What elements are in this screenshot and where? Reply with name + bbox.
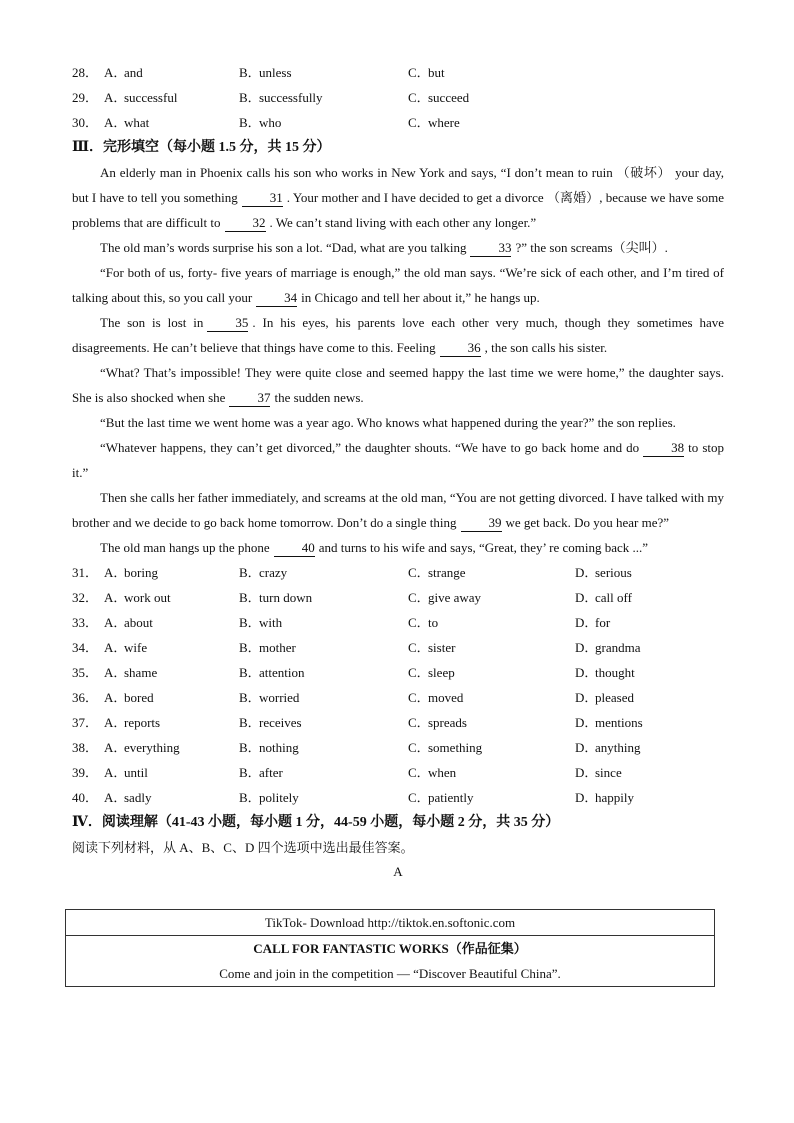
- text: The old man hangs up the phone: [100, 540, 270, 555]
- option-letter: B．: [239, 615, 261, 630]
- option-a: [72, 110, 149, 135]
- option-text: politely: [259, 790, 299, 805]
- option-text: happily: [595, 790, 634, 805]
- text: to stop it.”: [72, 440, 724, 480]
- option-text: worried: [259, 690, 300, 705]
- question-row: [72, 685, 724, 710]
- option-b: [239, 785, 299, 810]
- option-text: turn down: [259, 590, 313, 605]
- question-number: 28．: [72, 65, 99, 80]
- question-row: [72, 735, 724, 760]
- option-b: [239, 710, 302, 735]
- option-text: about: [124, 615, 153, 630]
- option-text: until: [124, 765, 148, 780]
- option-text: attention: [259, 665, 305, 680]
- option-c: [408, 710, 467, 735]
- question-number: 32．: [72, 590, 99, 605]
- option-c: [408, 110, 460, 135]
- question-row: [72, 60, 724, 85]
- option-text: something: [428, 740, 483, 755]
- option-text: mother: [259, 640, 296, 655]
- text: The old man’s words surprise his son a lot. “Dad, what are you talking: [100, 240, 467, 255]
- question-number: 37．: [72, 715, 99, 730]
- instruction: 阅读下列材料，从 A、B、C、D 四个选项中选出最佳答案。: [72, 840, 414, 855]
- option-text: serious: [595, 565, 632, 580]
- option-text: reports: [124, 715, 161, 730]
- option-d: [575, 710, 643, 735]
- question-row: [72, 635, 724, 660]
- question-number: 35．: [72, 665, 99, 680]
- blank-32: 32: [225, 215, 266, 232]
- option-text: when: [428, 765, 457, 780]
- paragraph-9: [72, 535, 724, 560]
- option-d: [575, 610, 610, 635]
- option-b: [239, 585, 312, 610]
- text: Then she calls her father immediately, and screams at the old man, “You are not getting divorced. I have talked with my brother and we decide to go back home tomorrow. Don’t do a single thing: [72, 490, 724, 530]
- section4-heading: Ⅳ．阅读理解（41-43 小题，每小题 1 分，44-59 小题，每小题 2 分，共 35 分）: [72, 815, 560, 830]
- option-a: [72, 635, 147, 660]
- text: , the son calls his sister.: [484, 340, 608, 355]
- option-a: [72, 685, 154, 710]
- option-c: [408, 735, 482, 760]
- option-c: [408, 60, 445, 85]
- option-a: [72, 785, 151, 810]
- option-text: receives: [259, 715, 302, 730]
- option-d: [575, 585, 632, 610]
- option-letter: D．: [575, 740, 598, 755]
- option-letter: B．: [239, 740, 261, 755]
- reading-box: [65, 909, 715, 987]
- text: The son is lost in: [100, 315, 204, 330]
- option-letter: C．: [408, 565, 430, 580]
- option-letter: A．: [104, 615, 127, 630]
- option-letter: C．: [408, 65, 430, 80]
- option-text: sadly: [124, 790, 152, 805]
- option-letter: C．: [408, 740, 430, 755]
- option-c: [408, 785, 474, 810]
- option-d: [575, 735, 641, 760]
- blank-33: 33: [470, 240, 511, 257]
- option-text: with: [259, 615, 283, 630]
- option-b: [239, 660, 305, 685]
- option-text: and: [124, 65, 143, 80]
- text: the sudden news.: [274, 390, 364, 405]
- text: in Chicago and tell her about it,” he hangs up.: [301, 290, 540, 305]
- option-text: to: [428, 615, 439, 630]
- option-c: [408, 85, 469, 110]
- option-text: anything: [595, 740, 641, 755]
- question-row: [72, 585, 724, 610]
- option-letter: B．: [239, 690, 261, 705]
- blank-38: 38: [643, 440, 684, 457]
- blank-37: 37: [229, 390, 270, 407]
- option-letter: D．: [575, 565, 598, 580]
- blank-31: 31: [242, 190, 283, 207]
- option-text: unless: [259, 65, 292, 80]
- option-d: [575, 785, 634, 810]
- option-letter: B．: [239, 590, 261, 605]
- option-text: mentions: [595, 715, 643, 730]
- option-text: crazy: [259, 565, 288, 580]
- question-row: [72, 710, 724, 735]
- option-text: spreads: [428, 715, 467, 730]
- answer-options: [72, 560, 724, 810]
- box-line-title: CALL FOR FANTASTIC WORKS（作品征集）: [253, 941, 527, 956]
- option-letter: C．: [408, 640, 430, 655]
- paragraph-3: [72, 260, 724, 310]
- option-letter: D．: [575, 615, 598, 630]
- option-letter: D．: [575, 790, 598, 805]
- option-letter: A．: [104, 790, 127, 805]
- option-b: [239, 685, 299, 710]
- option-letter: A．: [104, 665, 127, 680]
- option-text: boring: [124, 565, 158, 580]
- option-letter: C．: [408, 765, 430, 780]
- option-b: [239, 610, 282, 635]
- option-letter: A．: [104, 65, 127, 80]
- text: An elderly man in Phoenix calls his son who works in New York and says, “I don’t mean to ruin （破坏） your day, but I have to tell you something: [72, 165, 724, 205]
- option-text: what: [124, 115, 150, 130]
- paragraph-2: [72, 235, 724, 260]
- option-a: [72, 60, 143, 85]
- option-c: [408, 585, 481, 610]
- option-d: [575, 685, 634, 710]
- option-text: sister: [428, 640, 456, 655]
- option-letter: B．: [239, 90, 261, 105]
- option-b: [239, 760, 283, 785]
- blank-34: 34: [256, 290, 297, 307]
- option-letter: A．: [104, 90, 127, 105]
- option-d: [575, 560, 632, 585]
- text: . We can’t stand living with each other any longer.”: [269, 215, 537, 230]
- text: ?” the son screams（尖叫）.: [515, 240, 668, 255]
- option-text: where: [428, 115, 460, 130]
- option-c: [408, 760, 456, 785]
- option-a: [72, 585, 171, 610]
- option-text: who: [259, 115, 282, 130]
- question-row: [72, 785, 724, 810]
- question-number: 29．: [72, 90, 99, 105]
- option-text: bored: [124, 690, 154, 705]
- question-row: [72, 610, 724, 635]
- option-b: [239, 110, 281, 135]
- option-letter: B．: [239, 115, 261, 130]
- question-number: 40．: [72, 790, 99, 805]
- option-letter: A．: [104, 765, 127, 780]
- option-c: [408, 610, 438, 635]
- option-letter: A．: [104, 115, 127, 130]
- text: “What? That’s impossible! They were quite close and seemed happy the last time we were home,” the daughter says. She is also shocked when she: [72, 365, 724, 405]
- question-row: [72, 110, 724, 135]
- option-b: [239, 85, 323, 110]
- section3-heading: Ⅲ．完形填空（每小题 1.5 分，共 15 分）: [72, 140, 331, 155]
- option-a: [72, 710, 160, 735]
- option-text: nothing: [259, 740, 299, 755]
- question-number: 34．: [72, 640, 99, 655]
- question-row: [72, 760, 724, 785]
- option-letter: B．: [239, 640, 261, 655]
- box-line-body: Come and join in the competition — “Discover Beautiful China”.: [219, 966, 561, 981]
- paragraph-7: [72, 435, 724, 485]
- option-letter: B．: [239, 715, 261, 730]
- option-text: shame: [124, 665, 158, 680]
- option-text: for: [595, 615, 611, 630]
- paragraph-1: [72, 160, 724, 235]
- option-letter: D．: [575, 640, 598, 655]
- option-a: [72, 660, 157, 685]
- option-letter: A．: [104, 690, 127, 705]
- option-letter: B．: [239, 565, 261, 580]
- option-letter: C．: [408, 665, 430, 680]
- option-text: moved: [428, 690, 464, 705]
- option-letter: A．: [104, 640, 127, 655]
- option-text: wife: [124, 640, 148, 655]
- blank-40: 40: [274, 540, 315, 557]
- paragraph-6: “But the last time we went home was a year ago. Who knows what happened during the year?” the son replies.: [100, 415, 676, 430]
- option-b: [239, 635, 296, 660]
- option-d: [575, 660, 635, 685]
- blank-36: 36: [440, 340, 481, 357]
- option-letter: C．: [408, 690, 430, 705]
- option-text: patiently: [428, 790, 474, 805]
- option-letter: B．: [239, 790, 261, 805]
- option-text: grandma: [595, 640, 641, 655]
- option-letter: C．: [408, 715, 430, 730]
- option-letter: C．: [408, 590, 430, 605]
- question-number: 30．: [72, 115, 99, 130]
- question-number: 36．: [72, 690, 99, 705]
- option-b: [239, 60, 292, 85]
- blank-39: 39: [461, 515, 502, 532]
- option-b: [239, 560, 287, 585]
- option-letter: D．: [575, 690, 598, 705]
- option-d: [575, 760, 622, 785]
- option-text: give away: [428, 590, 482, 605]
- option-text: succeed: [428, 90, 470, 105]
- option-b: [239, 735, 299, 760]
- option-letter: C．: [408, 790, 430, 805]
- question-row: [72, 85, 724, 110]
- blank-35: 35: [207, 315, 248, 332]
- question-row: [72, 560, 724, 585]
- passage-label: A: [393, 864, 403, 879]
- option-c: [408, 560, 466, 585]
- option-a: [72, 760, 148, 785]
- option-c: [408, 660, 455, 685]
- question-number: 38．: [72, 740, 99, 755]
- option-letter: D．: [575, 715, 598, 730]
- cloze-passage: [72, 160, 724, 560]
- option-text: call off: [595, 590, 632, 605]
- option-text: everything: [124, 740, 180, 755]
- option-text: strange: [428, 565, 466, 580]
- paragraph-8: [72, 485, 724, 535]
- text: . In his eyes, his parents love each other very much, though they sometimes have disagreements. He can’t believe that things have come to this. Feeling: [72, 315, 724, 355]
- option-letter: D．: [575, 590, 598, 605]
- text: and turns to his wife and says, “Great, they’ re coming back ...”: [318, 540, 649, 555]
- option-text: pleased: [595, 690, 634, 705]
- text: we get back. Do you hear me?”: [505, 515, 670, 530]
- text: . Your mother and I have decided to get a divorce （离婚）, because we have some problems that are difficult to: [72, 190, 724, 230]
- option-letter: B．: [239, 65, 261, 80]
- text: “Whatever happens, they can’t get divorced,” the daughter shouts. “We have to go back home and do: [100, 440, 640, 455]
- option-letter: B．: [239, 765, 261, 780]
- option-letter: C．: [408, 115, 430, 130]
- option-a: [72, 85, 177, 110]
- option-letter: A．: [104, 715, 127, 730]
- option-letter: C．: [408, 90, 430, 105]
- option-letter: A．: [104, 740, 127, 755]
- paragraph-5: [72, 360, 724, 410]
- option-text: sleep: [428, 665, 455, 680]
- box-line-url: TikTok- Download http://tiktok.en.softonic.com: [66, 910, 714, 936]
- option-letter: D．: [575, 665, 598, 680]
- option-a: [72, 560, 158, 585]
- option-d: [575, 635, 640, 660]
- question-number: 31．: [72, 565, 99, 580]
- option-letter: B．: [239, 665, 261, 680]
- top-options: [72, 60, 724, 135]
- paragraph-4: [72, 310, 724, 360]
- option-letter: A．: [104, 565, 127, 580]
- option-a: [72, 610, 153, 635]
- option-text: since: [595, 765, 622, 780]
- option-text: work out: [124, 590, 171, 605]
- text: “For both of us, forty- five years of marriage is enough,” the old man says. “We’re sick of each other, and I’m tired of talking about this, so you call your: [72, 265, 724, 305]
- option-a: [72, 735, 180, 760]
- option-letter: A．: [104, 590, 127, 605]
- option-text: successfully: [259, 90, 323, 105]
- option-c: [408, 685, 463, 710]
- question-number: 39．: [72, 765, 99, 780]
- option-text: but: [428, 65, 445, 80]
- question-number: 33．: [72, 615, 99, 630]
- option-text: successful: [124, 90, 178, 105]
- option-text: thought: [595, 665, 635, 680]
- option-letter: C．: [408, 615, 430, 630]
- question-row: [72, 660, 724, 685]
- option-c: [408, 635, 455, 660]
- option-letter: D．: [575, 765, 598, 780]
- exam-page: [72, 60, 724, 884]
- option-text: after: [259, 765, 283, 780]
